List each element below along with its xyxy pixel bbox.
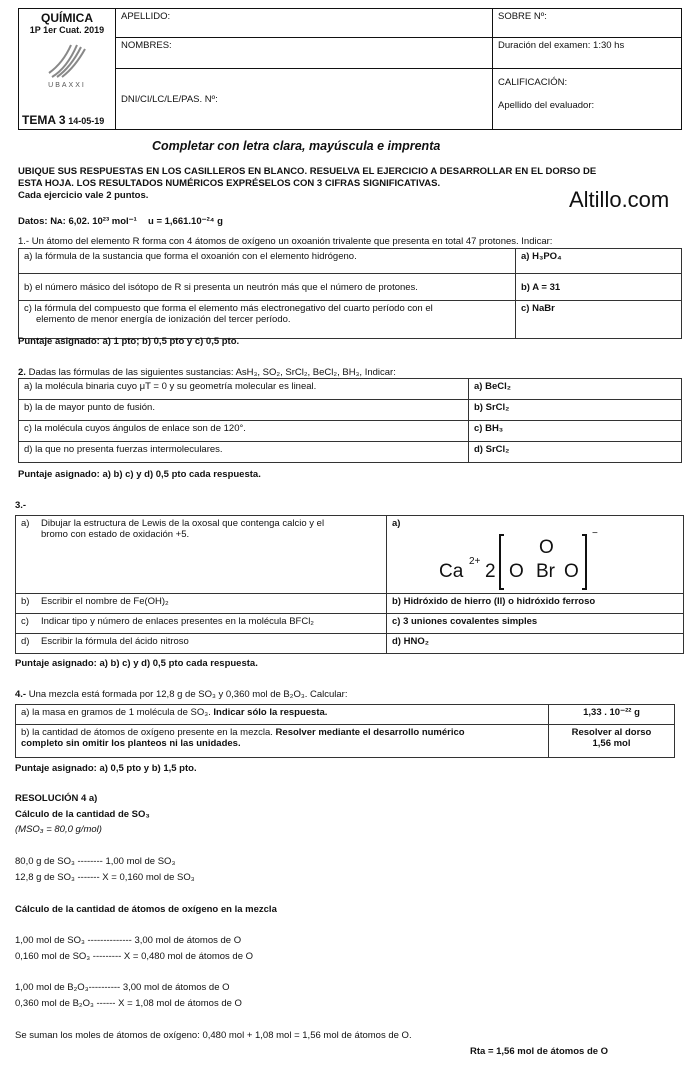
lewis-bromine: Br bbox=[536, 561, 555, 582]
q2-question: a) la molécula binaria cuyo μT = 0 y su geometría molecular es lineal. bbox=[19, 379, 469, 400]
lewis-oxygen: O bbox=[509, 561, 524, 582]
lewis-coefficient: 2 bbox=[485, 561, 496, 582]
q4-question-text: a) la masa en gramos de 1 molécula de SO₃. bbox=[21, 707, 211, 718]
q1-question bbox=[19, 301, 516, 339]
q1-question: b) el número másico del isótopo de R si presenta un neutrón más que el número de protones. bbox=[19, 274, 516, 301]
tema: TEMA 3 bbox=[22, 113, 66, 127]
lewis-oxygen: O bbox=[539, 537, 554, 558]
q2-question: c) la molécula cuyos ángulos de enlace son de 120°. bbox=[19, 421, 469, 442]
calificacion-label: CALIFICACIÓN: bbox=[498, 77, 568, 88]
q4-question-bold: Resolver mediante el desarrollo numérico bbox=[272, 727, 465, 738]
header-table bbox=[18, 8, 682, 130]
resolution-answer: Rta = 1,56 mol de átomos de O bbox=[470, 1046, 609, 1057]
q2-question: d) la que no presenta fuerzas intermoleculares. bbox=[19, 442, 469, 463]
q4-question bbox=[16, 705, 549, 725]
q3-question bbox=[16, 634, 387, 654]
q4-stem-text: Una mezcla está formada por 12,8 g de SO₃ y 0,360 mol de B₂O₃. Calcular: bbox=[26, 689, 348, 700]
q3-answer: b) Hidróxido de hierro (II) o hidróxido ferroso bbox=[387, 594, 684, 614]
lewis-anion-charge: − bbox=[592, 528, 598, 539]
dni-field[interactable]: DNI/CI/LC/LE/PAS. Nº: bbox=[116, 69, 493, 130]
resolution-subtitle: Cálculo de la cantidad de SO₃ bbox=[15, 809, 150, 820]
duracion-label: Duración del examen: 1:30 hs bbox=[493, 38, 682, 69]
q3-answer: a) bbox=[392, 518, 401, 529]
instruction-line: ESTA HOJA. LOS RESULTADOS NUMÉRICOS EXPRÉSELOS CON 3 CIFRAS SIGNIFICATIVAS. bbox=[18, 178, 441, 189]
calificacion-cell[interactable] bbox=[493, 69, 682, 130]
lewis-structure bbox=[439, 528, 609, 586]
q3-question-text: Indicar tipo y número de enlaces presentes en la molécula BFCl₂ bbox=[41, 616, 314, 627]
resolution-line: 12,8 g de SO₃ ------- X = 0,160 mol de SO₃ bbox=[15, 872, 195, 883]
course: 1P 1er Cuat. 2019 bbox=[29, 25, 105, 35]
watermark: Altillo.com bbox=[569, 187, 670, 212]
q3-letter: a) bbox=[21, 518, 30, 529]
page-title: Completar con letra clara, mayúscula e imprenta bbox=[152, 139, 441, 153]
q2-question: b) la de mayor punto de fusión. bbox=[19, 400, 469, 421]
q2-stem-text: Dadas las fórmulas de las siguientes sustancias: AsH₃, SO₂, SrCl₂, BeCl₂, BH₃, Indicar: bbox=[25, 367, 396, 378]
q2-stem bbox=[18, 367, 396, 378]
q4-stem bbox=[15, 689, 347, 700]
datos-u: u = 1,661.10⁻²⁴ g bbox=[148, 216, 223, 227]
q2-answer: b) SrCl₂ bbox=[469, 400, 682, 421]
resolution-line: 1,00 mol de B₂O₃---------- 3,00 mol de átomos de O bbox=[15, 982, 230, 993]
q3-question-line: Dibujar la estructura de Lewis de la oxosal que contenga calcio y el bbox=[41, 518, 325, 529]
q3-question-line: bromo con estado de oxidación +5. bbox=[41, 529, 190, 540]
exam-date: 14-05-19 bbox=[68, 116, 105, 126]
q3-answer-lewis bbox=[387, 516, 684, 594]
q2-answer: a) BeCl₂ bbox=[469, 379, 682, 400]
q3-question-text: Escribir el nombre de Fe(OH)₂ bbox=[41, 596, 169, 607]
q1-stem: 1.- Un átomo del elemento R forma con 4 átomos de oxígeno un oxoanión trivalente que presenta en total 47 protones. Indicar: bbox=[18, 236, 553, 247]
logo-text: UBAXXI bbox=[48, 82, 86, 89]
ubaxxi-logo-icon bbox=[47, 43, 87, 79]
q1-answer: c) NaBr bbox=[516, 301, 682, 339]
q1-question-line: c) la fórmula del compuesto que forma el elemento más electronegativo del cuarto período con el bbox=[24, 303, 433, 314]
q3-number: 3.- bbox=[15, 500, 27, 511]
resolution-title: RESOLUCIÓN 4 a) bbox=[15, 793, 98, 804]
lewis-bracket-right bbox=[582, 534, 587, 590]
q3-question bbox=[16, 594, 387, 614]
instruction-line: UBIQUE SUS RESPUESTAS EN LOS CASILLEROS EN BLANCO. RESUELVA EL EJERCICIO A DESARROLLAR EN EL DORSO DE bbox=[18, 166, 597, 177]
instructions bbox=[18, 166, 596, 202]
q3-question bbox=[16, 516, 387, 594]
q2-answer: d) SrCl₂ bbox=[469, 442, 682, 463]
q4-question bbox=[16, 725, 549, 758]
q2-answer: c) BH₃ bbox=[469, 421, 682, 442]
q3-answer: c) 3 uniones covalentes simples bbox=[387, 614, 684, 634]
q3-question bbox=[16, 614, 387, 634]
resolution-line: Se suman los moles de átomos de oxígeno: 0,480 mol + 1,08 mol = 1,56 mol de átomos de O. bbox=[15, 1030, 412, 1041]
q1-score: Puntaje asignado: a) 1 pto; b) 0,5 pto y c) 0,5 pto. bbox=[18, 336, 240, 347]
lewis-cation-charge: 2+ bbox=[469, 556, 481, 567]
q1-answer: b) A = 31 bbox=[516, 274, 682, 301]
q4-answer bbox=[549, 725, 675, 758]
datos-na: Datos: Nᴀ: 6,02. 10²³ mol⁻¹ bbox=[18, 216, 137, 227]
q3-letter: c) bbox=[21, 616, 29, 627]
q4-score: Puntaje asignado: a) 0,5 pto y b) 1,5 pto. bbox=[15, 763, 197, 774]
q3-table bbox=[15, 515, 684, 654]
q1-question-line: elemento de menor energía de ionización del tercer período. bbox=[36, 314, 291, 325]
nombres-field[interactable]: NOMBRES: bbox=[116, 38, 493, 69]
q3-question-text: Escribir la fórmula del ácido nitroso bbox=[41, 636, 189, 647]
q4-question-bold: Indicar sólo la respuesta. bbox=[210, 707, 328, 718]
resolution-line: 1,00 mol de SO₃ -------------- 3,00 mol de átomos de O bbox=[15, 935, 242, 946]
q1-answer: a) H₃PO₄ bbox=[516, 249, 682, 274]
q4-answer-line: Resolver al dorso bbox=[571, 727, 652, 738]
lewis-cation: Ca bbox=[439, 561, 464, 582]
subject: QUÍMICA bbox=[41, 11, 93, 25]
evaluador-label: Apellido del evaluador: bbox=[498, 100, 595, 111]
lewis-bracket-left bbox=[499, 534, 504, 590]
q2-table bbox=[18, 378, 682, 463]
q2-score: Puntaje asignado: a) b) c) y d) 0,5 pto cada respuesta. bbox=[18, 469, 261, 480]
lewis-oxygen: O bbox=[564, 561, 579, 582]
q3-answer: d) HNO₂ bbox=[387, 634, 684, 654]
q4-answer: 1,33 . 10⁻²² g bbox=[549, 705, 675, 725]
q3-letter: d) bbox=[21, 636, 30, 647]
resolution-molar-mass: (MSO₃ = 80,0 g/mol) bbox=[15, 824, 102, 835]
instruction-line: Cada ejercicio vale 2 puntos. bbox=[18, 190, 149, 201]
resolution-line: 80,0 g de SO₃ -------- 1,00 mol de SO₃ bbox=[15, 856, 176, 867]
sobre-field[interactable]: SOBRE Nº: bbox=[493, 9, 682, 38]
resolution-subtitle: Cálculo de la cantidad de átomos de oxígeno en la mezcla bbox=[15, 904, 277, 915]
resolution-line: 0,360 mol de B₂O₃ ------ X = 1,08 mol de átomos de O bbox=[15, 998, 242, 1009]
q4-question-bold: completo sin omitir los planteos ni las unidades. bbox=[21, 738, 241, 749]
resolution-line: 0,160 mol de SO₃ --------- X = 0,480 mol de átomos de O bbox=[15, 951, 254, 962]
q3-letter: b) bbox=[21, 596, 30, 607]
q1-table bbox=[18, 248, 682, 339]
q3-score: Puntaje asignado: a) b) c) y d) 0,5 pto cada respuesta. bbox=[15, 658, 258, 669]
q2-number: 2. bbox=[18, 367, 26, 378]
q4-answer-line: 1,56 mol bbox=[592, 738, 631, 749]
apellido-field[interactable]: APELLIDO: bbox=[116, 9, 493, 38]
q4-number: 4.- bbox=[15, 689, 27, 700]
q4-table bbox=[15, 704, 675, 758]
q1-question: a) la fórmula de la sustancia que forma el oxoanión con el elemento hidrógeno. bbox=[19, 249, 516, 274]
q4-question-text: b) la cantidad de átomos de oxígeno presente en la mezcla. bbox=[21, 727, 273, 738]
exam-id-cell bbox=[19, 9, 116, 130]
